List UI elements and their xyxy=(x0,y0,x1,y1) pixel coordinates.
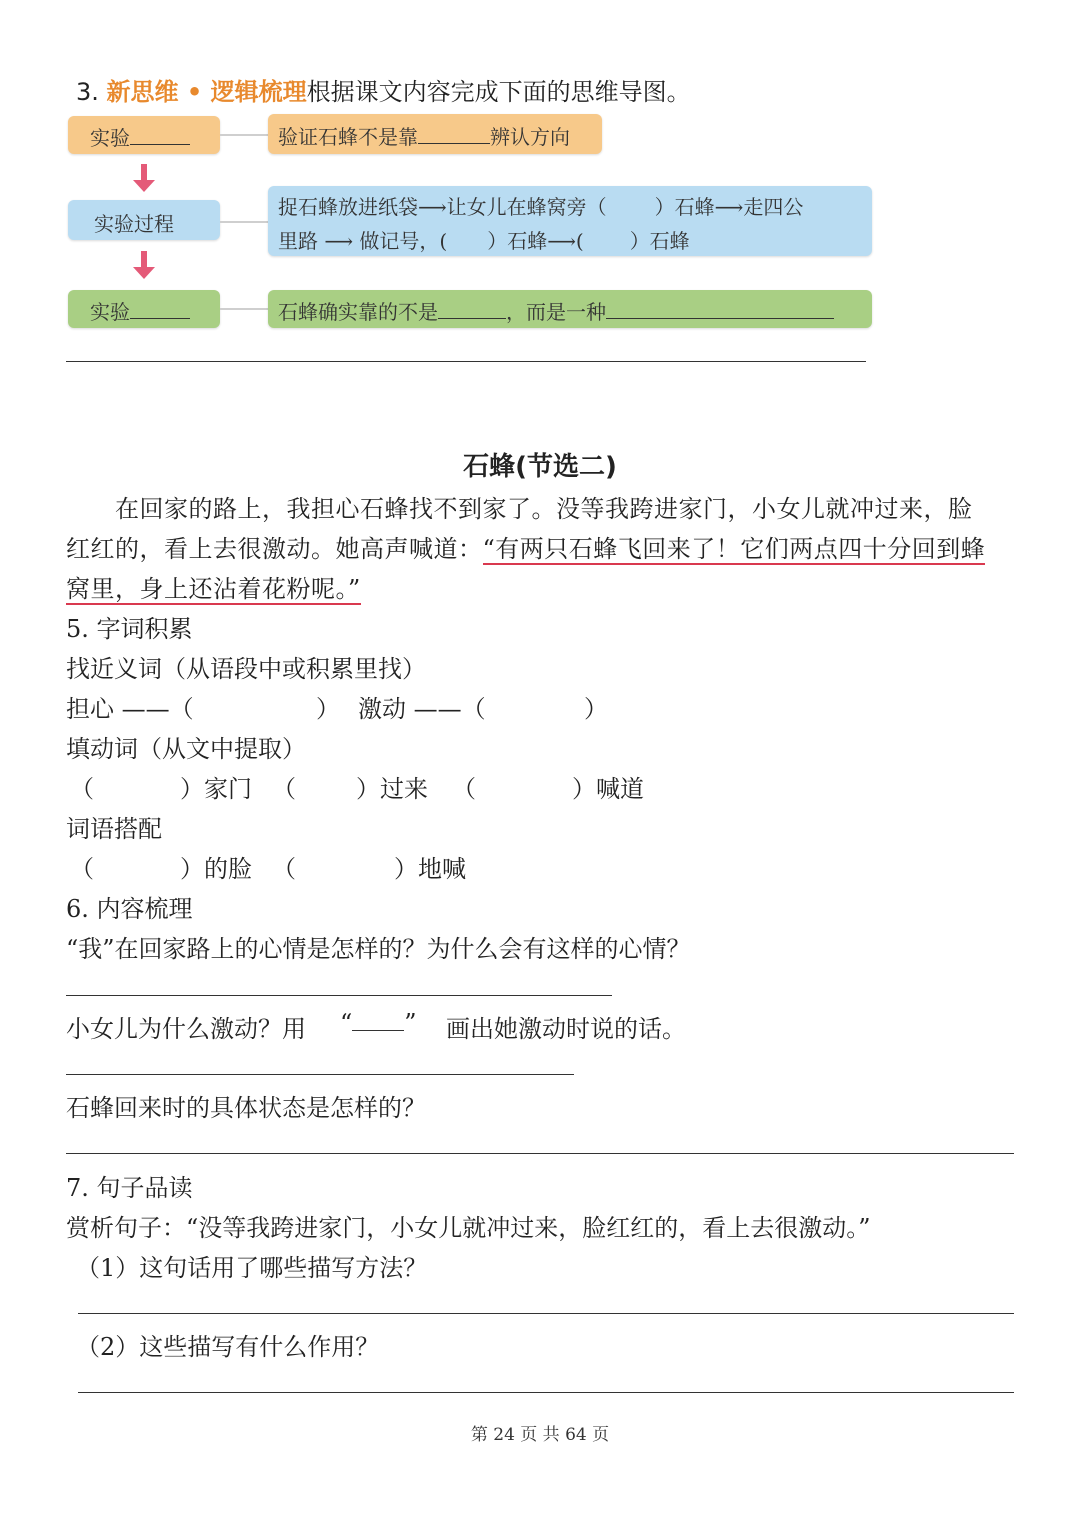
mindmap-row2-right xyxy=(268,186,872,256)
connector-line xyxy=(220,221,268,223)
underlined-quote: “有两只石蜂飞回来了！它们两点四十分回到蜂 xyxy=(482,535,986,563)
question-5-heading: 5. 字词积累 xyxy=(66,615,193,643)
passage-line-1: 在回家的路上，我担心石蜂找不到家了。没等我跨进家门，小女儿就冲过来，脸 xyxy=(115,495,973,523)
synonym-label: 担心 ——（ xyxy=(66,695,194,723)
bracket-open: （ xyxy=(70,855,94,883)
q6-question-c: 石蜂回来时的具体状态是怎样的？ xyxy=(66,1094,426,1122)
mindmap-text: ）石蜂 xyxy=(654,195,715,219)
mindmap-text: ，而是一种 xyxy=(506,300,606,324)
mindmap-text: 验证石蜂不是靠 xyxy=(278,125,418,149)
verb-item-3: ）喊道 xyxy=(572,775,644,803)
passage-text: 红红的，看上去很激动。她高声喊道： xyxy=(66,535,483,563)
arrow-right-icon: ⟶ xyxy=(714,195,744,219)
mindmap-row2-left xyxy=(68,200,220,240)
mindmap-text: 石蜂确实靠的不是 xyxy=(278,300,438,324)
arrow-right-icon: ⟶ xyxy=(547,229,576,253)
question-7-heading: 7. 句子品读 xyxy=(66,1174,193,1202)
blank-line xyxy=(352,1010,404,1031)
mindmap-text: 捉石蜂放进纸袋 xyxy=(278,195,418,219)
verb-item-1: ）家门 xyxy=(180,775,252,803)
quote-close: ” xyxy=(404,1009,417,1037)
mindmap-text: 做记号，( xyxy=(359,229,448,253)
bracket-open: （ xyxy=(272,855,296,883)
synonym-item-1 xyxy=(66,689,194,724)
mindmap-text: ）石蜂 xyxy=(487,229,548,253)
synonym-label: 激动 ——（ xyxy=(358,695,486,723)
q7-prompt: 赏析句子：“没等我跨进家门，小女儿就冲过来，脸红红的，看上去很激动。” xyxy=(66,1214,871,1242)
blank-line[interactable] xyxy=(606,298,834,319)
mindmap-row1-left-label: 实验 xyxy=(90,126,130,150)
question-6-heading: 6. 内容梳理 xyxy=(66,895,193,923)
mindmap-row1-left xyxy=(68,116,220,154)
synonym-item-2 xyxy=(358,689,486,724)
arrow-down-icon xyxy=(133,180,155,192)
answer-line[interactable] xyxy=(66,995,612,996)
mindmap-row3-right xyxy=(268,290,872,328)
passage-line-2 xyxy=(66,529,985,564)
quote-mark-sample xyxy=(340,1009,417,1037)
q5-sub-collocation: 词语搭配 xyxy=(66,815,162,843)
mindmap-text: 让女儿在蜂窝旁（ xyxy=(446,195,607,219)
mindmap-text: 走四公 xyxy=(743,195,804,219)
passage-title: 石蜂(节选二) xyxy=(463,452,617,482)
collocation-item-2: ）地喊 xyxy=(394,855,466,883)
arrow-down-icon xyxy=(141,164,147,180)
connector-line xyxy=(220,308,268,310)
question-tag: 新思维 • 逻辑梳理 xyxy=(106,78,307,106)
bracket-close: ） xyxy=(316,695,340,723)
question-text: 画出她激动时说的话。 xyxy=(446,1015,686,1043)
passage-line-3 xyxy=(66,569,361,604)
q5-sub-verbs: 填动词（从文中提取） xyxy=(66,735,306,763)
underlined-quote: 窝里，身上还沾着花粉呢。” xyxy=(66,575,361,603)
arrow-down-icon xyxy=(133,267,155,279)
answer-line[interactable] xyxy=(66,1153,1014,1154)
bracket-close: ） xyxy=(584,695,608,723)
q6-question-a: “我”在回家路上的心情是怎样的？为什么会有这样的心情？ xyxy=(66,935,691,963)
answer-line[interactable] xyxy=(78,1392,1014,1393)
bracket-open: （ xyxy=(272,775,296,803)
q7-part-2: （2）这些描写有什么作用？ xyxy=(76,1333,380,1361)
connector-line xyxy=(220,134,268,136)
q7-part-1: （1）这句话用了哪些描写方法？ xyxy=(76,1254,428,1282)
question-text: 根据课文内容完成下面的思维导图。 xyxy=(306,78,691,106)
question-number: 3. xyxy=(76,78,99,106)
question-3-heading xyxy=(76,72,691,107)
answer-line[interactable] xyxy=(66,1074,574,1075)
q6-question-b xyxy=(66,1009,306,1044)
mindmap-text: ）石蜂 xyxy=(629,229,690,253)
mindmap-text: ( xyxy=(575,229,584,253)
page-number: 第 24 页 共 64 页 xyxy=(470,1425,610,1445)
answer-line[interactable] xyxy=(66,361,866,362)
mindmap-row2-left-label: 实验过程 xyxy=(94,212,174,236)
collocation-item-1: ）的脸 xyxy=(180,855,252,883)
arrow-right-icon: ⟶ xyxy=(318,229,360,253)
arrow-right-icon: ⟶ xyxy=(418,195,447,219)
q5-sub-synonyms: 找近义词（从语段中或积累里找） xyxy=(66,655,426,683)
blank-line[interactable] xyxy=(418,123,490,144)
mindmap-text: 里路 xyxy=(278,229,318,253)
mindmap-text: 辨认方向 xyxy=(490,125,570,149)
blank-line[interactable] xyxy=(438,298,506,319)
mindmap-row3-left-label: 实验 xyxy=(90,300,130,324)
blank-line[interactable] xyxy=(130,298,190,319)
bracket-open: （ xyxy=(452,775,476,803)
answer-line[interactable] xyxy=(78,1313,1014,1314)
quote-open: “ xyxy=(340,1009,353,1037)
blank-line[interactable] xyxy=(130,124,190,145)
mindmap-row1-right xyxy=(268,114,602,154)
arrow-down-icon xyxy=(141,251,147,267)
bracket-open: （ xyxy=(70,775,94,803)
mindmap-row3-left xyxy=(68,290,220,328)
question-text: 小女儿为什么激动？用 xyxy=(66,1015,306,1043)
verb-item-2: ）过来 xyxy=(356,775,428,803)
